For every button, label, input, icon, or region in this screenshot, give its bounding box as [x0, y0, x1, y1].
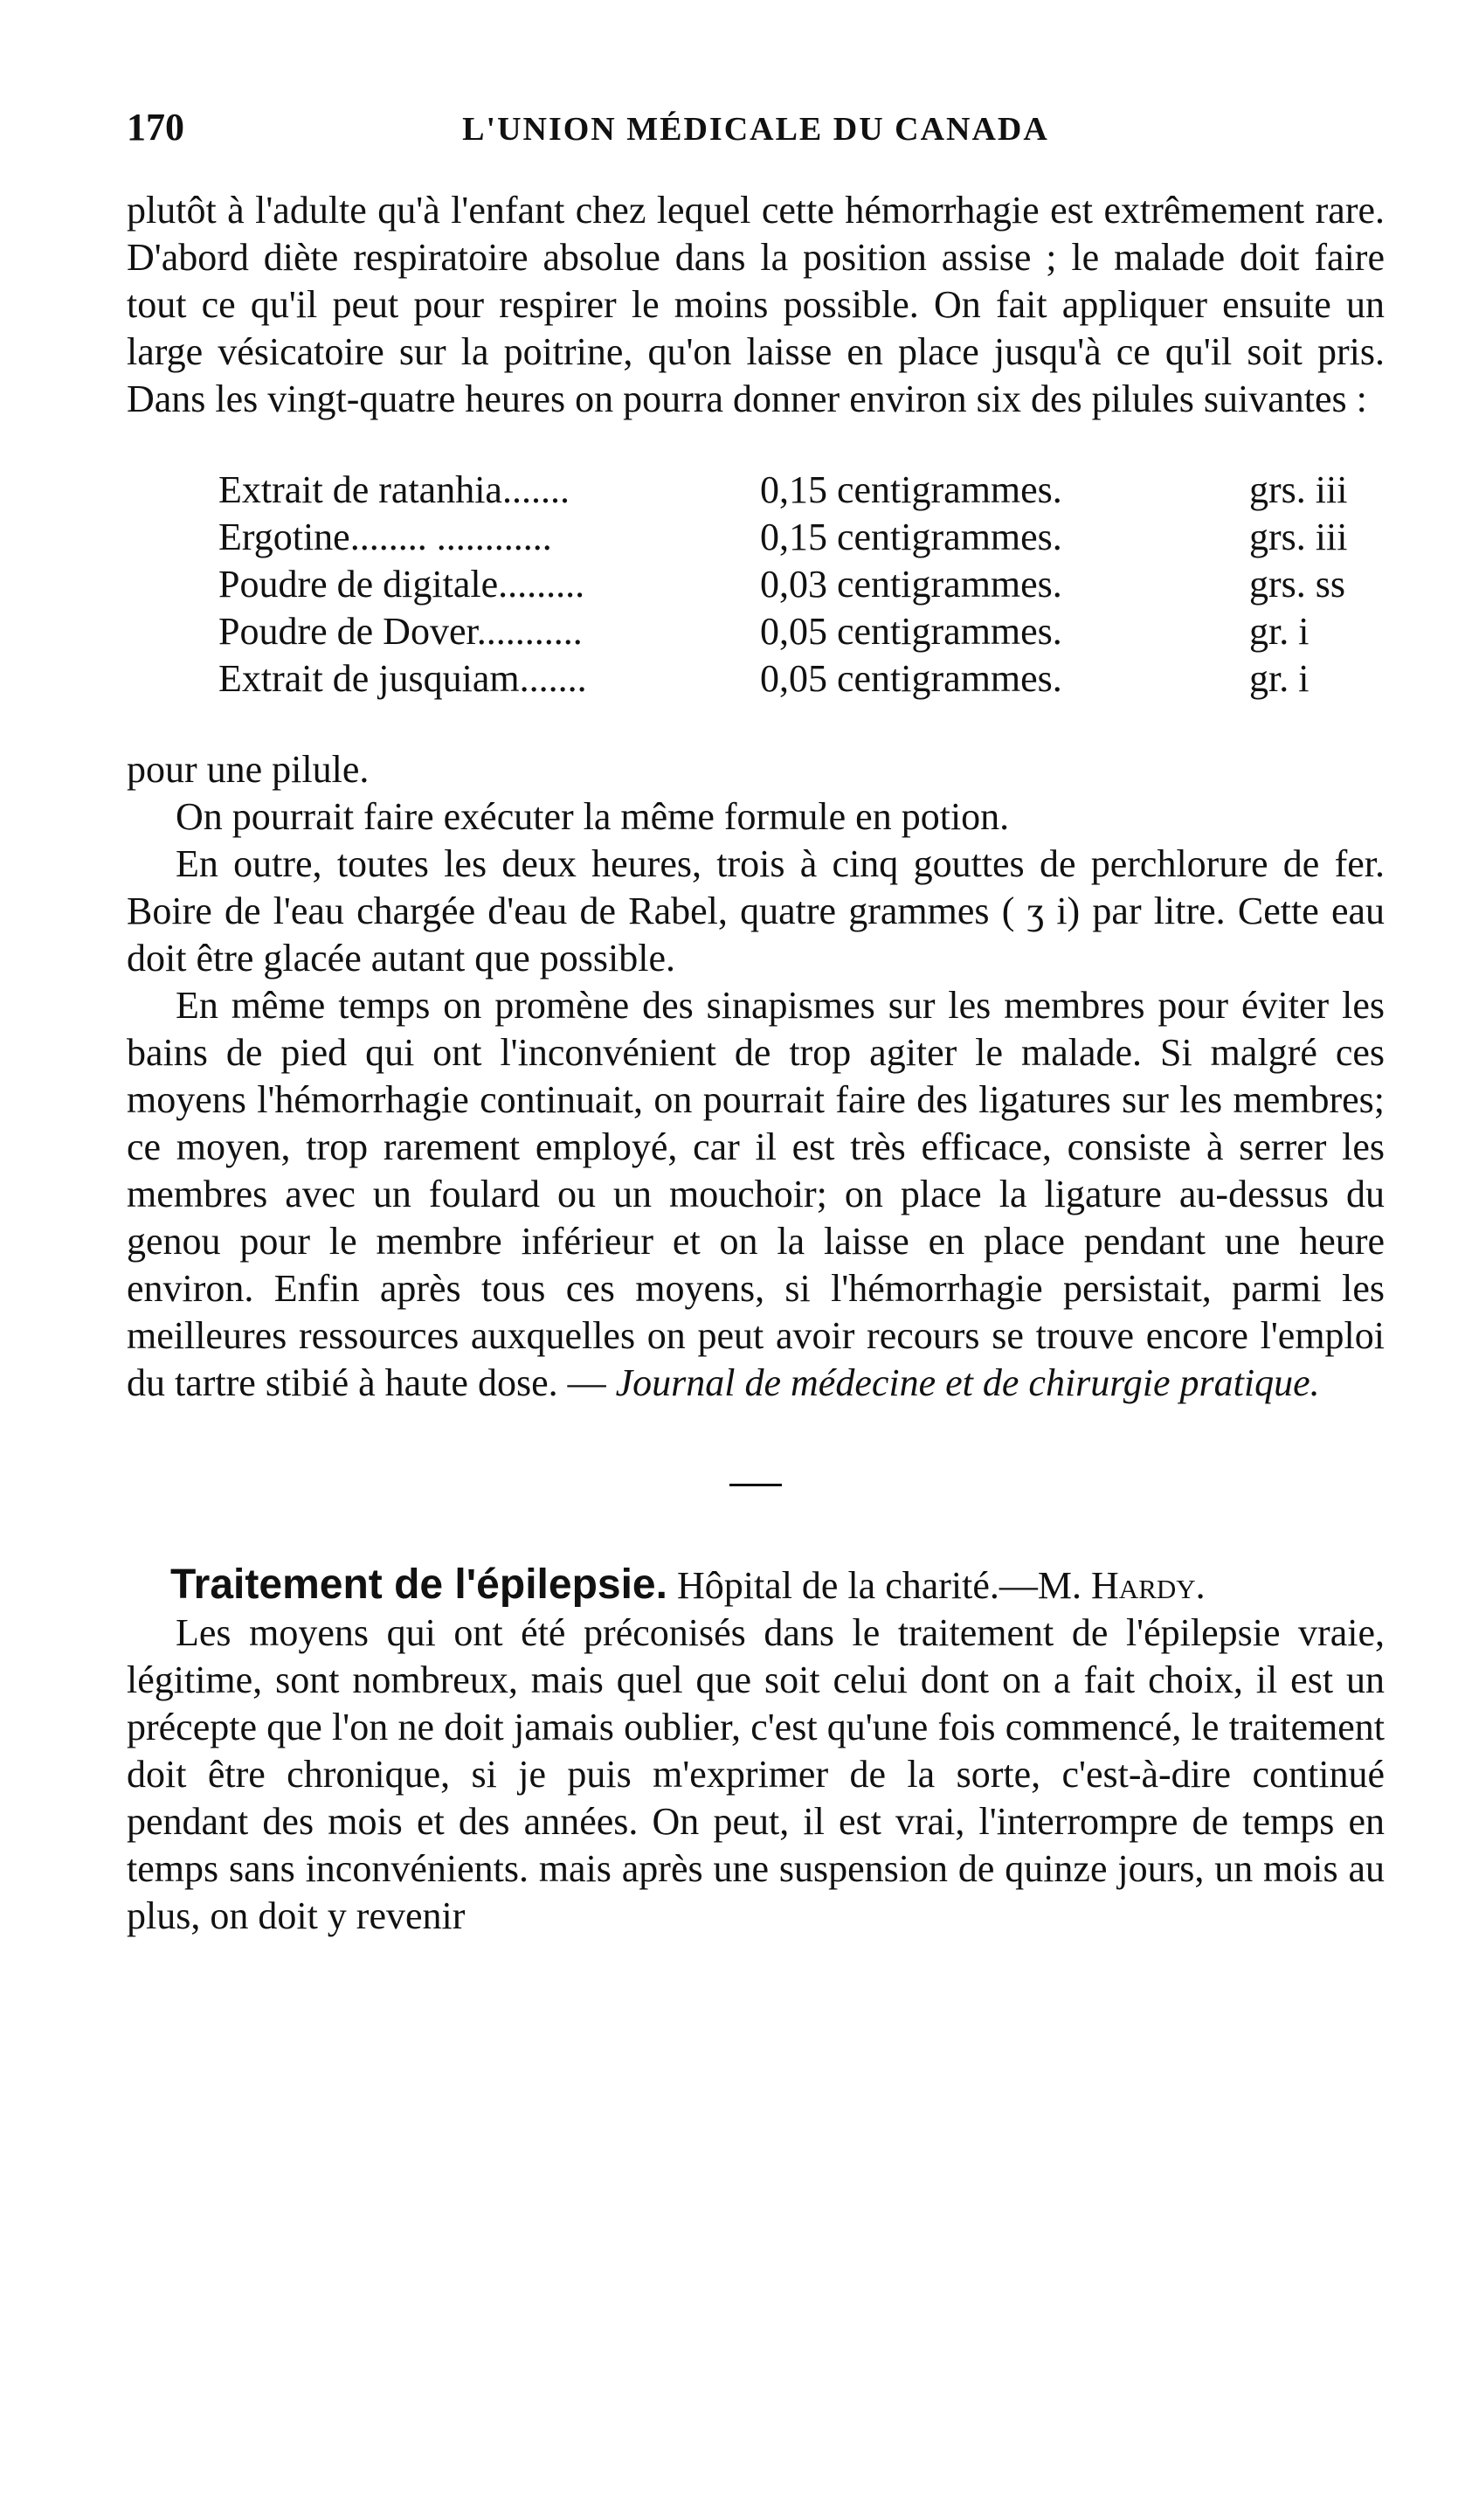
recipe-row: [218, 655, 1385, 703]
article-hemorrhage: [127, 187, 1385, 1407]
recipe-dose: 0,15 centigrammes.: [760, 516, 1062, 558]
book-page: [127, 105, 1385, 1940]
recipe-dose: 0,05 centigrammes.: [760, 610, 1062, 653]
recipe-ingredient: Poudre de digitale.........: [218, 563, 585, 606]
section-divider: [729, 1484, 782, 1486]
author: Hardy.: [1091, 1564, 1206, 1607]
recipe-ingredient: Extrait de jusquiam.......: [218, 657, 587, 700]
article-epilepsy: [127, 1561, 1385, 1940]
page-number: 170: [127, 106, 184, 149]
recipe-ingredient: Poudre de Dover...........: [218, 610, 583, 653]
recipe-row: [218, 608, 1385, 655]
paragraph-text: En même temps on promène des sinapismes sur les membres pour éviter les bains de pied qui ont l'inconvénient de trop agiter le malade. Si malgré ces moyens l'hémorrhagie continuait, on pourrait faire des ligatures sur les membres; ce moyen, trop rarement employé, car il est très efficace, consiste à serrer les membres avec un foulard ou un mouchoir; on place la ligature au-dessus du genou pour le membre inférieur et on la laisse en place pendant une heure environ. Enfin après tous ces moyens, si l'hémorrhagie persistait, parmi les meilleures ressources auxquelles on peut avoir recours se trouve encore l'emploi du tartre stibié à haute dose. —: [127, 984, 1385, 1404]
recipe-apothecary-dose: gr. i: [1249, 610, 1310, 653]
recipe-apothecary-dose: grs. iii: [1249, 468, 1348, 511]
recipe-apothecary-dose: gr. i: [1249, 657, 1310, 700]
recipe-row: [218, 561, 1385, 608]
recipe-dose: 0,05 centigrammes.: [760, 657, 1062, 700]
recipe-ingredient: Extrait de ratanhia.......: [218, 468, 570, 511]
pill-recipe: [218, 467, 1385, 703]
recipe-apothecary-dose: grs. ss: [1249, 563, 1346, 606]
paragraph: [127, 982, 1385, 1407]
recipe-apothecary-dose: grs. iii: [1249, 516, 1348, 558]
recipe-ingredient: Ergotine........ ............: [218, 516, 552, 558]
journal-title: L'UNION MÉDICALE DU CANADA: [462, 111, 1049, 148]
recipe-row: [218, 514, 1385, 561]
intro-paragraph: plutôt à l'adulte qu'à l'enfant chez lequel cette hémorrhagie est extrêmement rare. D'abord diète respiratoire absolue dans la position assise ; le malade doit faire tout ce qu'il peut pour respirer le moins possible. On fait appliquer ensuite un large vésicatoire sur la poitrine, qu'on laisse en place jusqu'à ce qu'il soit pris. Dans les vingt-quatre heures on pourra donner environ six des pilules suivantes :: [127, 189, 1385, 420]
paragraph: Les moyens qui ont été préconisés dans le traitement de l'épilepsie vraie, légitime, sont nombreux, mais quel que soit celui dont on a fait choix, il est un précepte que l'on ne doit jamais oublier, c'est qu'une fois commencé, le traitement doit être chronique, si je puis m'exprimer de la sorte, c'est-à-dire continué pendant des mois et des années. On peut, il est vrai, l'interrompre de temps en temps sans inconvénients. mais après une suspension de quinze jours, un mois au plus, on doit y revenir: [127, 1611, 1385, 1937]
paragraph: En outre, toutes les deux heures, trois à cinq gouttes de perchlorure de fer. Boire de l'eau chargée d'eau de Rabel, quatre grammes ( ʒ i) par litre. Cette eau doit être glacée autant que possible.: [127, 842, 1385, 980]
running-head: [127, 105, 1385, 157]
section-title: Traitement de l'épilepsie.: [170, 1561, 667, 1608]
recipe-dose: 0,15 centigrammes.: [760, 468, 1062, 511]
recipe-dose: 0,03 centigrammes.: [760, 563, 1062, 606]
source-citation: Journal de médecine et de chirurgie pratique.: [615, 1361, 1320, 1404]
recipe-conclusion: pour une pilule.: [127, 748, 370, 791]
paragraph: On pourrait faire exécuter la même formule en potion.: [176, 795, 1010, 838]
venue: Hôpital de la charité.—M.: [676, 1564, 1082, 1607]
recipe-row: [218, 467, 1385, 514]
article-heading: [127, 1561, 1385, 1610]
